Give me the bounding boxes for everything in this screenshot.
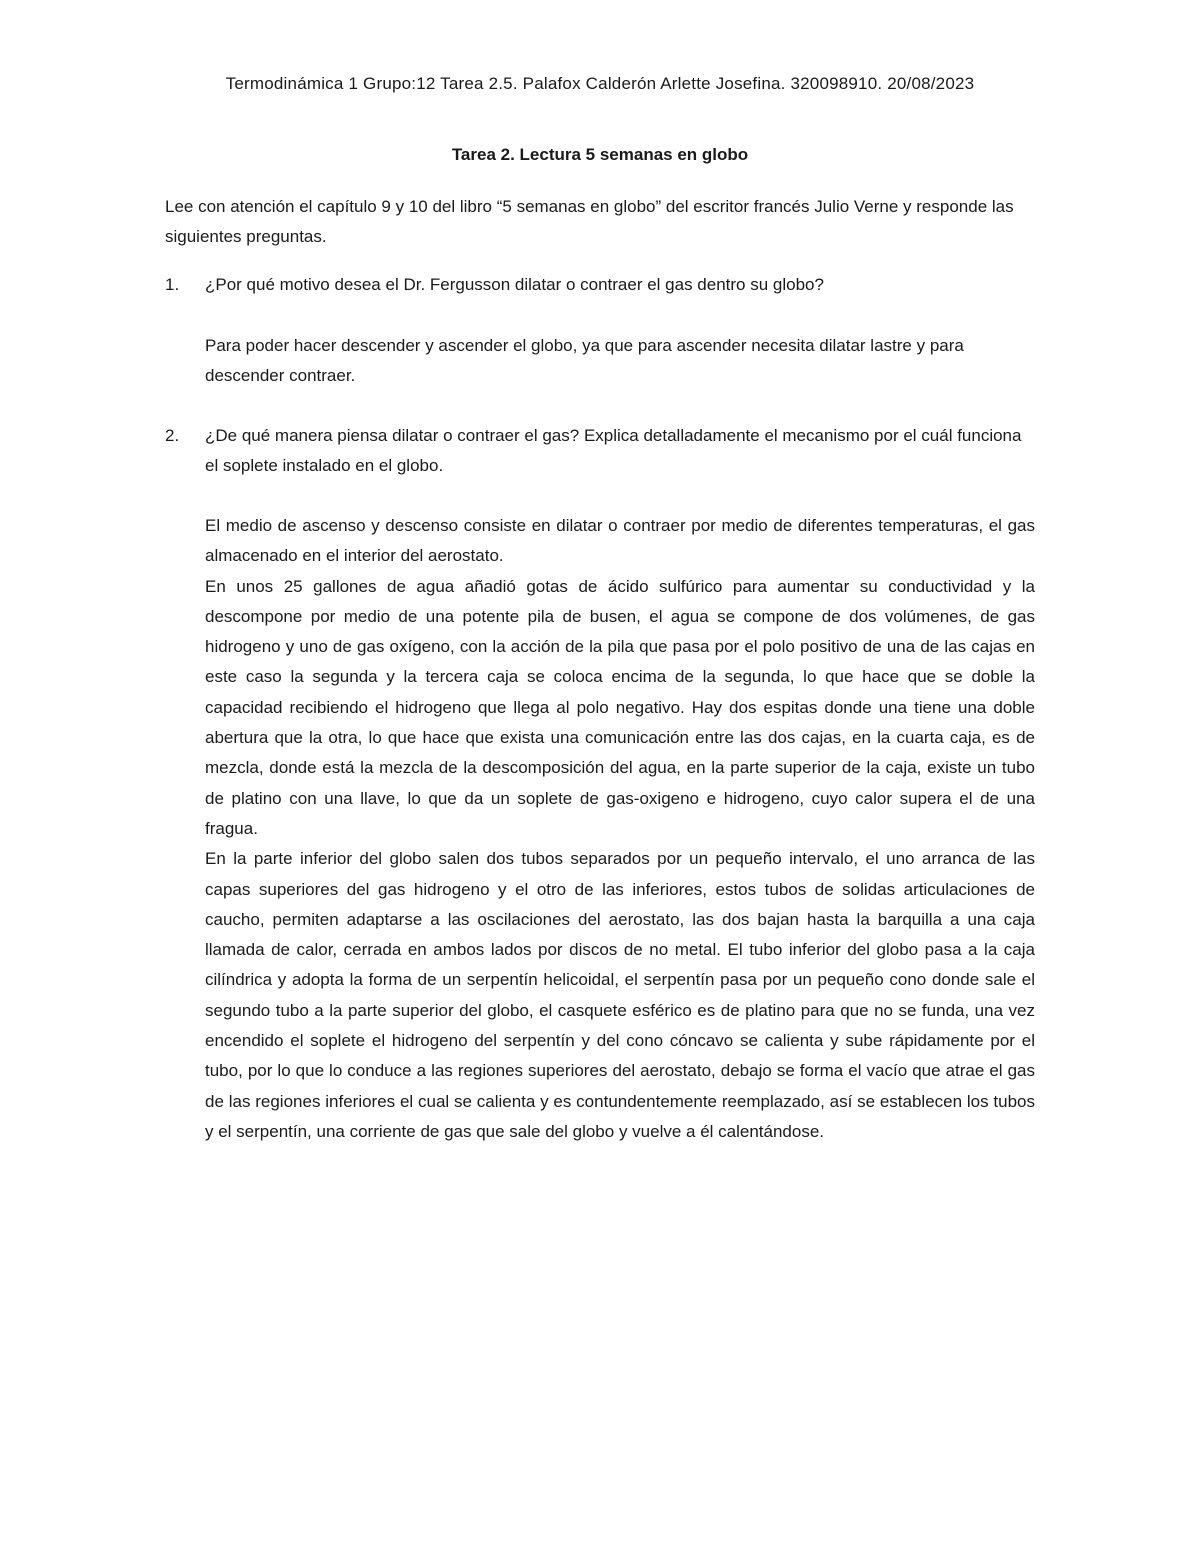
question-2-text: ¿De qué manera piensa dilatar o contraer el gas? Explica detalladamente el mecanismo por el cuál funciona el soplete instalado en el globo.	[205, 426, 1022, 475]
answer-1: Para poder hacer descender y ascender el globo, ya que para ascender necesita dilatar lastre y para descender contraer.	[205, 336, 964, 386]
intro-paragraph: Lee con atención el capítulo 9 y 10 del libro “5 semanas en globo” del escritor francés Julio Verne y responde las siguientes preguntas.	[165, 197, 1014, 246]
answer-2-paragraph-1: El medio de ascenso y descenso consiste en dilatar o contraer por medio de diferentes temperaturas, el gas almacenado en el interior del aerostato.	[205, 516, 1035, 566]
page-header: Termodinámica 1 Grupo:12 Tarea 2.5. Palafox Calderón Arlette Josefina. 320098910. 20/08/2023	[225, 74, 975, 93]
answer-2-paragraph-2: En unos 25 gallones de agua añadió gotas de ácido sulfúrico para aumentar su conductividad y la descompone por medio de una potente pila de busen, el agua se compone de dos volúmenes, de gas hidrogeno y uno de gas oxígeno, con la acción de la pila que pasa por el polo positivo de una de las cajas en este caso la segunda y la tercera caja se coloca encima de la segunda, lo que hace que se doble la capacidad recibiendo el hidrogeno que llega al polo negativo. Hay dos espitas donde una tiene una doble abertura que la otra, lo que hace que exista una comunicación entre las dos cajas, en la cuarta caja, es de mezcla, donde está la mezcla de la descomposición del agua, en la parte superior de la caja, existe un tubo de platino con una llave, lo que da un soplete de gas-oxigeno e hidrogeno, cuyo calor supera el de una fragua.	[205, 576, 1035, 838]
question-2-number: 2.	[165, 426, 180, 445]
answer-2-paragraph-3: En la parte inferior del globo salen dos tubos separados por un pequeño intervalo, el uno arranca de las capas superiores del gas hidrogeno y el otro de las inferiores, estos tubos de solidas articulaciones de caucho, permiten adaptarse a las oscilaciones del aerostato, las dos bajan hasta la barquilla a una caja llamada de calor, cerrada en ambos lados por discos de no metal. El tubo inferior del globo pasa a la caja cilíndrica y adopta la forma de un serpentín helicoidal, el serpentín pasa por un pequeño cono donde sale el segundo tubo a la parte superior del globo, el casquete esférico es de platino para que no se funda, una vez encendido el soplete el hidrogeno del serpentín y del cono cóncavo se calienta y sube rápidamente por el tubo, por lo que lo conduce a las regiones superiores del aerostato, debajo se forma el vacío que atrae el gas de las regiones inferiores el cual se calienta y es contundentemente reemplazado, así se establecen los tubos y el serpentín, una corriente de gas que sale del globo y vuelve a él calentándose.	[205, 849, 1035, 1141]
answer-2	[205, 511, 1035, 1147]
question-1	[165, 270, 1035, 300]
question-2	[165, 421, 1035, 481]
document-title: Tarea 2. Lectura 5 semanas en globo	[451, 145, 749, 164]
question-1-text: ¿Por qué motivo desea el Dr. Fergusson dilatar o contraer el gas dentro su globo?	[205, 275, 824, 294]
question-1-number: 1.	[165, 275, 180, 294]
